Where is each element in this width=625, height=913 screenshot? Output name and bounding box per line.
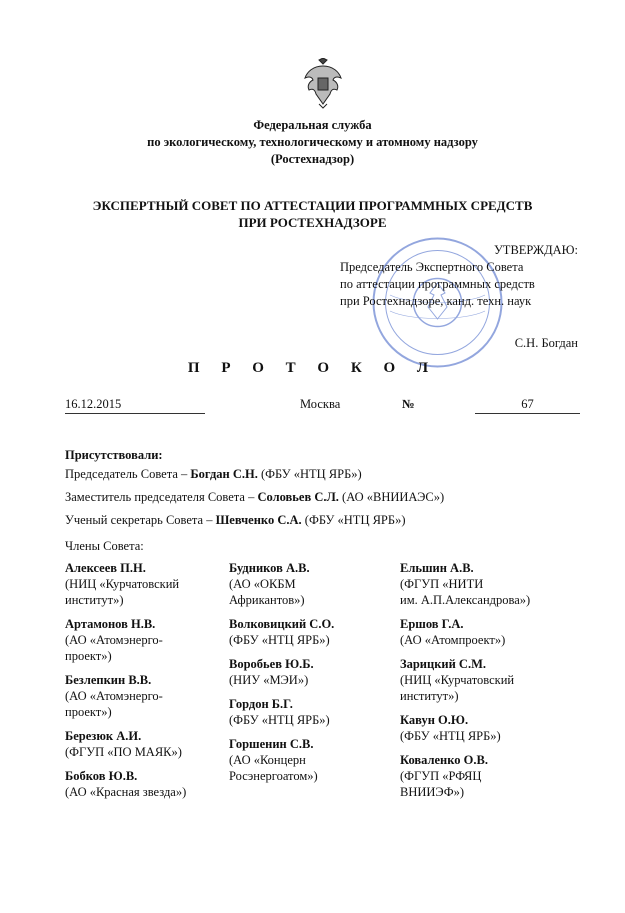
member-entry — [400, 656, 560, 704]
member-org: (НИЦ «Курчатовский институт») — [65, 577, 180, 607]
coat-of-arms-icon — [299, 58, 347, 110]
member-entry — [65, 728, 225, 760]
member-entry — [400, 616, 560, 648]
members-column-2 — [229, 560, 389, 792]
members-column-3 — [400, 560, 560, 808]
approval-line3: при Ростехнадзоре, канд. техн. наук — [340, 294, 532, 308]
member-entry — [229, 696, 389, 728]
member-name: Артамонов Н.В. — [65, 617, 156, 631]
deputy-prefix: Заместитель председателя Совета – — [65, 490, 258, 504]
member-entry — [400, 752, 560, 800]
member-entry — [65, 672, 225, 720]
member-name: Бобков Ю.В. — [65, 769, 138, 783]
agency-name: Федеральная служба — [253, 118, 372, 132]
member-org: (АО «Атомпроект») — [400, 633, 506, 647]
member-org: (НИУ «МЭИ») — [229, 673, 309, 687]
protocol-number: 67 — [475, 397, 580, 414]
member-org: (ФГУП «РФЯЦ ВНИИЭФ») — [400, 769, 482, 799]
council-title-line1: ЭКСПЕРТНЫЙ СОВЕТ ПО АТТЕСТАЦИИ ПРОГРАММНЫХ СРЕДСТВ — [92, 198, 533, 213]
member-org: (ФБУ «НТЦ ЯРБ») — [229, 713, 330, 727]
member-entry — [229, 560, 389, 608]
member-name: Алексеев П.Н. — [65, 561, 146, 575]
member-org: (НИЦ «Курчатовский институт») — [400, 673, 515, 703]
member-org: (ФГУП «НИТИ им. А.П.Александрова») — [400, 577, 531, 607]
member-entry — [65, 768, 225, 800]
member-org: (АО «Атомэнерго- проект») — [65, 633, 163, 663]
approval-block — [340, 242, 578, 352]
member-org: (АО «ОКБМ Африкантов») — [229, 577, 305, 607]
member-name: Волковицкий С.О. — [229, 617, 335, 631]
member-name: Березюк А.И. — [65, 729, 142, 743]
member-entry — [229, 616, 389, 648]
agency-header — [0, 117, 625, 168]
chair-org: (ФБУ «НТЦ ЯРБ») — [257, 467, 362, 481]
protocol-number-label: № — [402, 397, 415, 411]
attendance-heading: Присутствовали: — [65, 448, 163, 462]
deputy-line — [65, 489, 585, 506]
approval-line2: по аттестации программных средств — [340, 277, 535, 291]
secretary-prefix: Ученый секретарь Совета – — [65, 513, 216, 527]
protocol-date: 16.12.2015 — [65, 397, 205, 414]
chair-line — [65, 466, 585, 483]
member-name: Горшенин С.В. — [229, 737, 314, 751]
deputy-org: (АО «ВНИИАЭС») — [338, 490, 445, 504]
member-org: (ФБУ «НТЦ ЯРБ») — [229, 633, 330, 647]
chair-name: Богдан С.Н. — [190, 467, 258, 481]
member-name: Коваленко О.В. — [400, 753, 488, 767]
member-org: (АО «Атомэнерго- проект») — [65, 689, 163, 719]
member-org: (ФГУП «ПО МАЯК») — [65, 745, 182, 759]
member-entry — [400, 712, 560, 744]
agency-short-name: (Ростехнадзор) — [270, 152, 355, 166]
member-name: Безлепкин В.В. — [65, 673, 152, 687]
approval-title: УТВЕРЖДАЮ: — [493, 243, 578, 257]
member-name: Будников А.В. — [229, 561, 310, 575]
member-name: Кавун О.Ю. — [400, 713, 469, 727]
council-title — [0, 197, 625, 231]
secretary-name: Шевченко С.А. — [215, 513, 302, 527]
agency-scope: по экологическому, технологическому и атомному надзору — [147, 135, 478, 149]
member-entry — [229, 656, 389, 688]
member-entry — [65, 560, 225, 608]
members-column-1 — [65, 560, 225, 808]
member-org: (АО «Красная звезда») — [65, 785, 187, 799]
member-name: Воробьев Ю.Б. — [229, 657, 314, 671]
member-entry — [65, 616, 225, 664]
secretary-org: (ФБУ «НТЦ ЯРБ») — [301, 513, 406, 527]
deputy-name: Соловьев С.Л. — [257, 490, 339, 504]
approval-line1: Председатель Экспертного Совета — [340, 260, 524, 274]
member-name: Зарицкий С.М. — [400, 657, 487, 671]
protocol-title: П Р О Т О К О Л — [187, 360, 438, 376]
members-label: Члены Совета: — [65, 539, 144, 553]
member-org: (ФБУ «НТЦ ЯРБ») — [400, 729, 501, 743]
secretary-line — [65, 512, 585, 529]
member-name: Ельшин А.В. — [400, 561, 474, 575]
member-entry — [229, 736, 389, 784]
protocol-city: Москва — [300, 397, 341, 411]
member-org: (АО «Концерн Росэнергоатом») — [229, 753, 318, 783]
member-entry — [400, 560, 560, 608]
chair-prefix: Председатель Совета – — [65, 467, 191, 481]
approval-signer: С.Н. Богдан — [514, 336, 578, 350]
member-name: Ершов Г.А. — [400, 617, 464, 631]
council-title-line2: ПРИ РОСТЕХНАДЗОРЕ — [238, 215, 387, 230]
member-name: Гордон Б.Г. — [229, 697, 293, 711]
